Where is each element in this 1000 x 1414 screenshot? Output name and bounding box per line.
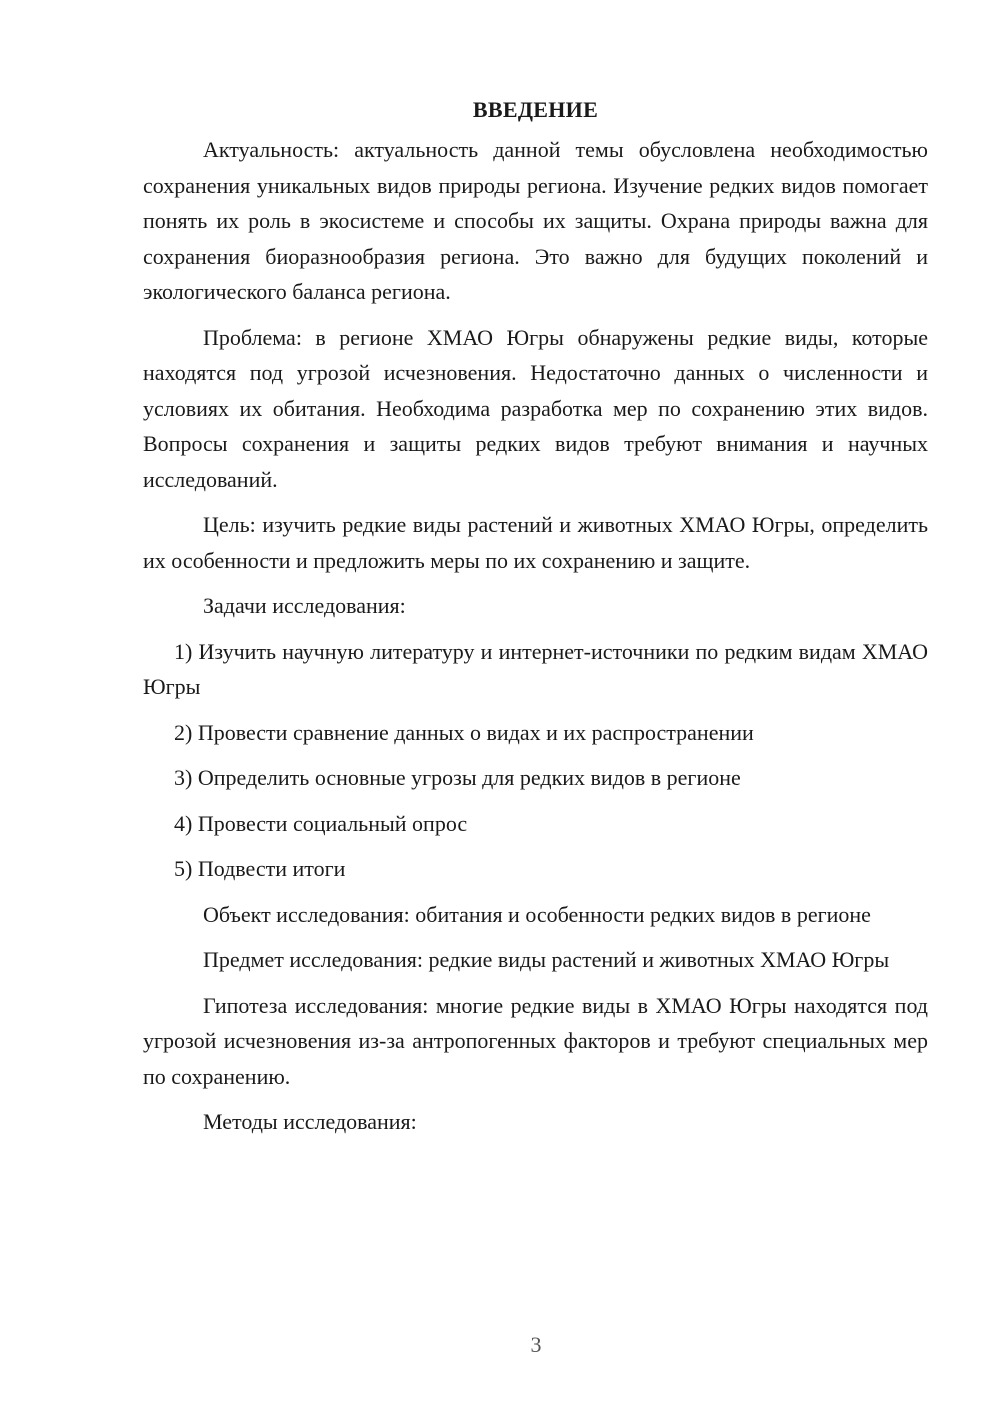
list-item: 2) Провести сравнение данных о видах и их распространении xyxy=(174,719,754,745)
page-title: ВВЕДЕНИЕ xyxy=(472,97,599,122)
tasks-list xyxy=(143,634,928,887)
paragraph-hypothesis: Гипотеза исследования: многие редкие виды в ХМАО Югры находятся под угрозой исчезновения из-за антропогенных факторов и требуют специальных мер по сохранению. xyxy=(143,992,928,1089)
list-item: 1) Изучить научную литературу и интернет-источники по редким видам ХМАО Югры xyxy=(143,638,928,699)
paragraph-subject: Предмет исследования: редкие виды растений и животных ХМАО Югры xyxy=(203,947,890,972)
paragraph-tasks-title: Задачи исследования: xyxy=(203,593,406,618)
paragraph-methods: Методы исследования: xyxy=(203,1109,417,1134)
list-item: 3) Определить основные угрозы для редких видов в регионе xyxy=(174,765,741,790)
paragraph-goal: Цель: изучить редкие виды растений и животных ХМАО Югры, определить их особенности и предложить меры по их сохранению и защите. xyxy=(143,512,928,573)
page-number: 3 xyxy=(530,1332,542,1357)
paragraph-relevance: Актуальность: актуальность данной темы обусловлена необходимостью сохранения уникальных видов природы региона. Изучение редких видов помогает понять их роль в экосистеме и способы их защиты. Охрана природы важна для сохранения биоразнообразия региона. Это важно для будущих поколений и экологического баланса региона. xyxy=(143,137,928,304)
document-page xyxy=(143,88,928,1150)
list-item: 5) Подвести итоги xyxy=(174,856,346,881)
list-item: 4) Провести социальный опрос xyxy=(174,810,468,836)
paragraph-object: Объект исследования: обитания и особенности редких видов в регионе xyxy=(203,901,871,927)
paragraph-problem: Проблема: в регионе ХМАО Югры обнаружены редкие виды, которые находятся под угрозой исчезновения. Недостаточно данных о численности и условиях их обитания. Необходима разработка мер по сохранению этих видов. Вопросы сохранения и защиты редких видов требуют внимания и научных исследований. xyxy=(143,324,928,492)
